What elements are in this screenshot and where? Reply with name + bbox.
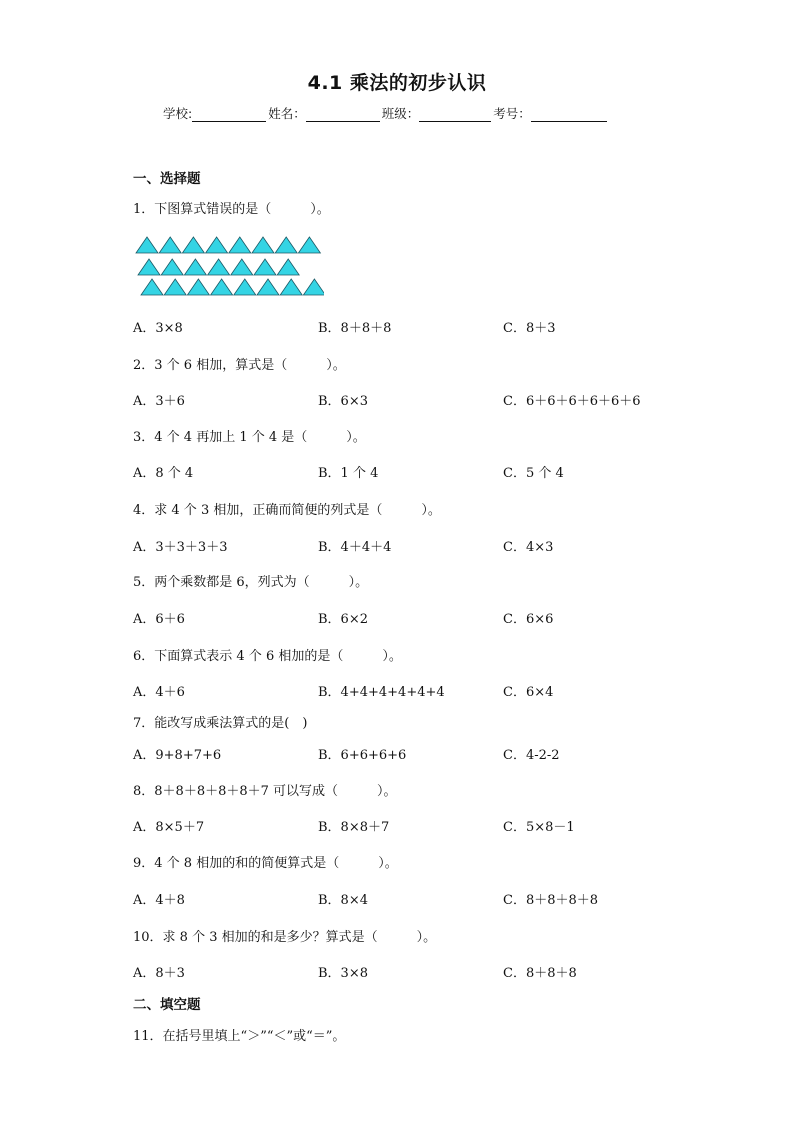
option-a[interactable]: A．4＋6 <box>133 685 185 700</box>
section-heading-fill: 二、填空题 <box>133 997 201 1013</box>
question-1-options <box>133 317 693 335</box>
name-blank[interactable] <box>306 107 380 122</box>
question-7: 7．能改写成乘法算式的是( ) <box>133 716 308 731</box>
triangle-icon <box>208 259 230 275</box>
option-c[interactable]: C．6＋6＋6＋6＋6＋6 <box>503 394 641 409</box>
triangle-icon <box>234 279 256 295</box>
option-a[interactable]: A．3＋6 <box>133 394 185 409</box>
option-b[interactable]: B．6×2 <box>318 612 368 627</box>
option-c[interactable]: C．4×3 <box>503 540 554 555</box>
triangle-icon <box>298 237 320 253</box>
option-c[interactable]: C．8＋8＋8 <box>503 966 577 981</box>
option-a[interactable]: A．8 个 4 <box>133 466 194 481</box>
question-7-options <box>133 744 693 762</box>
triangle-icon <box>206 237 228 253</box>
option-c[interactable]: C．4-2-2 <box>503 748 560 763</box>
question-4-options <box>133 536 693 554</box>
page-title: 4.1 乘法的初步认识 <box>307 72 487 94</box>
exam-no-blank[interactable] <box>531 107 607 122</box>
question-10: 10．求 8 个 3 相加的和是多少？算式是（ ）。 <box>133 930 437 945</box>
option-b[interactable]: B．3×8 <box>318 966 368 981</box>
question-8: 8．8＋8＋8＋8＋8＋7 可以写成（ ）。 <box>133 784 397 799</box>
triangle-icon <box>211 279 233 295</box>
triangle-icon <box>161 259 183 275</box>
triangle-icon <box>159 237 181 253</box>
option-c[interactable]: C．5×8－1 <box>503 820 575 835</box>
question-3: 3．4 个 4 再加上 1 个 4 是（ ）。 <box>133 430 366 445</box>
triangles-figure <box>134 235 324 299</box>
option-b[interactable]: B．8×4 <box>318 893 368 908</box>
option-c[interactable]: C．6×6 <box>503 612 554 627</box>
option-a[interactable]: A．8＋3 <box>133 966 185 981</box>
question-11: 11．在括号里填上“＞”“＜”或“＝”。 <box>133 1029 346 1044</box>
option-c[interactable]: C．5 个 4 <box>503 466 564 481</box>
name-label: 姓名： <box>268 106 306 121</box>
question-6-options <box>133 681 693 699</box>
question-9: 9．4 个 8 相加的和的简便算式是（ ）。 <box>133 856 398 871</box>
class-blank[interactable] <box>419 107 491 122</box>
option-b[interactable]: B．8＋8＋8 <box>318 321 392 336</box>
triangle-icon <box>252 237 274 253</box>
question-10-options <box>133 962 693 980</box>
triangle-icon <box>138 259 160 275</box>
option-c[interactable]: C．8＋8＋8＋8 <box>503 893 599 908</box>
triangle-icon <box>277 259 299 275</box>
class-label: 班级： <box>381 106 420 121</box>
option-a[interactable]: A．3×8 <box>133 321 183 336</box>
option-a[interactable]: A．6＋6 <box>133 612 185 627</box>
triangle-icon <box>164 279 186 295</box>
question-5: 5．两个乘数都是 6，列式为（ ）。 <box>133 575 369 590</box>
school-label: 学校: <box>163 106 193 121</box>
question-5-options <box>133 608 693 626</box>
school-blank[interactable] <box>192 107 266 122</box>
triangle-icon <box>136 237 158 253</box>
question-8-options <box>133 816 693 834</box>
option-a[interactable]: A．8×5＋7 <box>133 820 205 835</box>
option-a[interactable]: A．9+8+7+6 <box>133 748 222 763</box>
question-1: 1．下图算式错误的是（ ）。 <box>133 202 330 217</box>
triangle-icon <box>141 279 163 295</box>
option-b[interactable]: B．4+4+4+4+4+4 <box>318 685 445 700</box>
question-2-options <box>133 390 693 408</box>
exam-no-label: 考号： <box>493 106 531 121</box>
option-b[interactable]: B．1 个 4 <box>318 466 379 481</box>
triangle-icon <box>229 237 251 253</box>
triangle-icon <box>257 279 279 295</box>
option-b[interactable]: B．8×8＋7 <box>318 820 390 835</box>
question-3-options <box>133 462 693 480</box>
triangle-icon <box>231 259 253 275</box>
triangle-icon <box>182 237 204 253</box>
option-c[interactable]: C．6×4 <box>503 685 554 700</box>
option-b[interactable]: B．4＋4＋4 <box>318 540 392 555</box>
question-9-options <box>133 889 693 907</box>
option-b[interactable]: B．6×3 <box>318 394 368 409</box>
triangle-icon <box>275 237 297 253</box>
triangle-icon <box>280 279 302 295</box>
student-info-line <box>163 104 609 122</box>
triangle-icon <box>184 259 206 275</box>
option-c[interactable]: C．8＋3 <box>503 321 556 336</box>
option-a[interactable]: A．3＋3＋3＋3 <box>133 540 228 555</box>
question-4: 4．求 4 个 3 相加，正确而简便的列式是（ ）。 <box>133 503 441 518</box>
option-b[interactable]: B．6+6+6+6 <box>318 748 407 763</box>
triangle-icon <box>254 259 276 275</box>
section-heading-choice: 一、选择题 <box>133 171 201 187</box>
triangle-icon <box>187 279 209 295</box>
question-6: 6．下面算式表示 4 个 6 相加的是（ ）。 <box>133 649 402 664</box>
question-2: 2．3 个 6 相加，算式是（ ）。 <box>133 358 346 373</box>
option-a[interactable]: A．4＋8 <box>133 893 185 908</box>
triangle-icon <box>303 279 324 295</box>
